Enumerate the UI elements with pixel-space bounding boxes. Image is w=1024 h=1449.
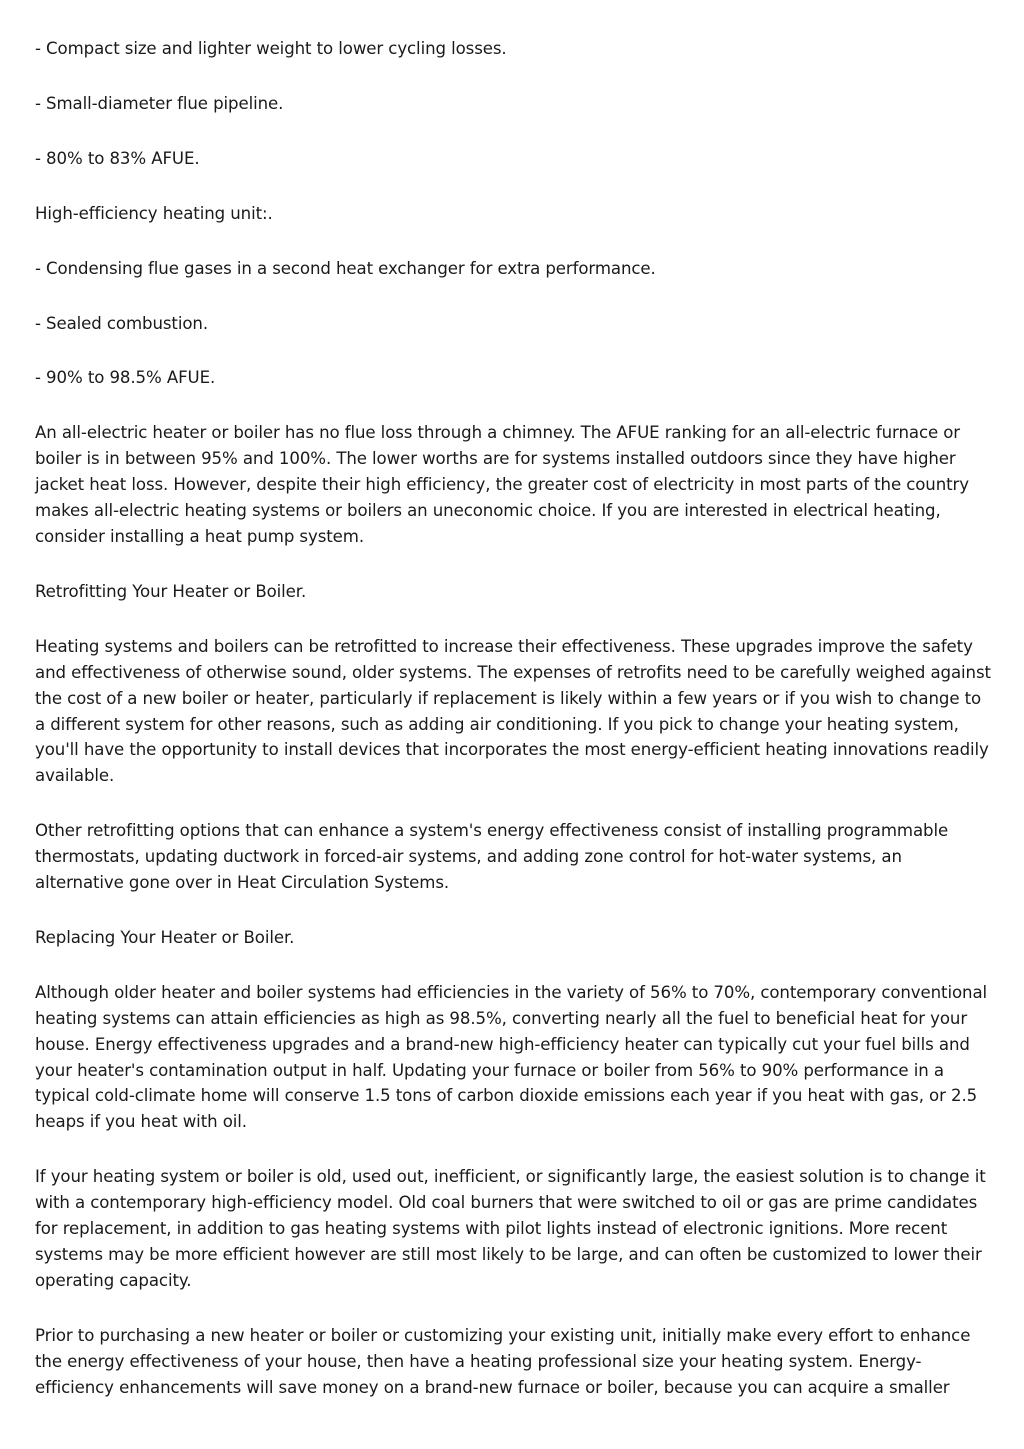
heading-replacing: Replacing Your Heater or Boiler. (35, 927, 295, 947)
paragraph-efficiencies: Although older heater and boiler systems had efficiencies in the variety of 56% to 70%, contemporary conventional heating systems can attain efficiencies as high as 98.5%, converting nearly all the fuel to beneficial heat for your house. Energy effectiveness upgrades and a brand-new high-efficiency heater can typically cut your fuel bills and your heater's contamination output in half. Updating your furnace or boiler from 56% to 90% performance in a typical cold-climate home will conserve 1.5 tons of carbon dioxide emissions each year if you heat with gas, or 2.5 heaps if you heat with oil. (35, 982, 988, 1132)
bullet-condensing-flue: - Condensing flue gases in a second heat exchanger for extra performance. (35, 258, 656, 278)
bullet-flue-pipeline: - Small-diameter flue pipeline. (35, 93, 284, 113)
paragraph-all-electric: An all-electric heater or boiler has no flue loss through a chimney. The AFUE ranking for an all-electric furnace or boiler is in between 95% and 100%. The lower worths are for systems installed outdoors since they have higher jacket heat loss. However, despite their high efficiency, the greater cost of electricity in most parts of the country makes all-electric heating systems or boilers an uneconomic choice. If you are interested in electrical heating, consider installing a heat pump system. (35, 423, 969, 546)
paragraph-retrofit-options: Other retrofitting options that can enhance a system's energy effectiveness consist of installing programmable thermostats, updating ductwork in forced-air systems, and adding zone control for hot-water systems, an alternative gone over in Heat Circulation Systems. (35, 821, 949, 893)
bullet-sealed-combustion: - Sealed combustion. (35, 313, 208, 333)
paragraph-prior-to-purchasing: Prior to purchasing a new heater or boiler or customizing your existing unit, initially make every effort to enhance the energy effectiveness of your house, then have a heating professional size your heating system. Energy-efficiency enhancements will save money on a brand-new furnace or boiler, because you can acquire a smaller (35, 1325, 971, 1397)
bullet-afue-80-83: - 80% to 83% AFUE. (35, 148, 200, 168)
bullet-afue-90-98: - 90% to 98.5% AFUE. (35, 368, 216, 388)
paragraph-retrofit-upgrades: Heating systems and boilers can be retrofitted to increase their effectiveness. These upgrades improve the safety and effectiveness of otherwise sound, older systems. The expenses of retrofits need to be carefully weighed against the cost of a new boiler or heater, particularly if replacement is likely within a few years or if you wish to change to a different system for other reasons, such as adding air conditioning. If you pick to change your heating system, you'll have the opportunity to install devices that incorporates the most energy-efficient heating innovations readily available. (35, 636, 991, 786)
heading-high-efficiency: High-efficiency heating unit:. (35, 203, 273, 223)
document-body (35, 36, 995, 1430)
heading-retrofitting: Retrofitting Your Heater or Boiler. (35, 581, 307, 601)
paragraph-replacement-candidates: If your heating system or boiler is old, used out, inefficient, or significantly large, the easiest solution is to change it with a contemporary high-efficiency model. Old coal burners that were switched to oil or gas are prime candidates for replacement, in addition to gas heating systems with pilot lights instead of electronic ignitions. More recent systems may be more efficient however are still most likely to be large, and can often be customized to lower their operating capacity. (35, 1167, 986, 1290)
bullet-compact-size: - Compact size and lighter weight to lower cycling losses. (35, 39, 507, 58)
